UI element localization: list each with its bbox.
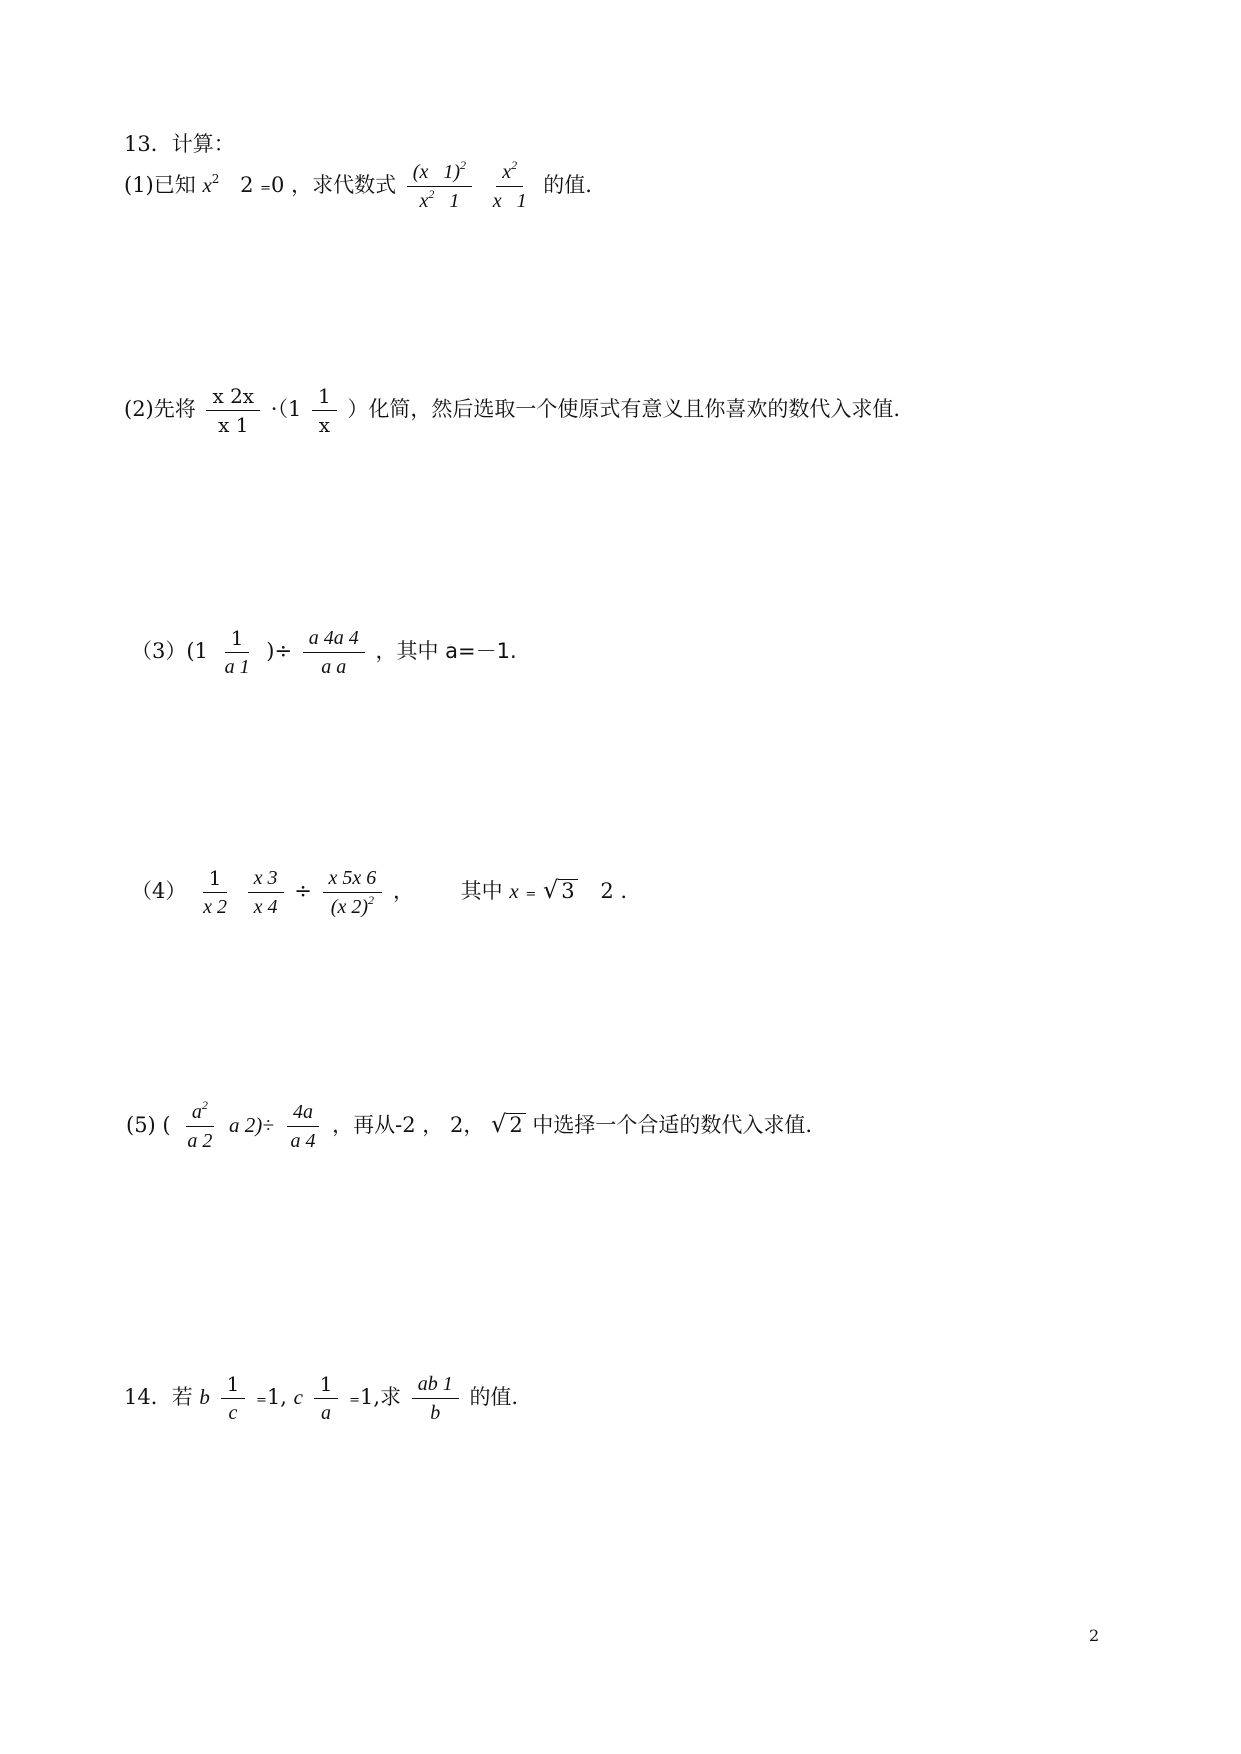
variable-x: x — [202, 173, 212, 197]
fraction-3 — [323, 866, 383, 919]
fraction-2-numerator: $x^2$ — [496, 160, 523, 187]
text-tail: 的值. — [543, 173, 592, 197]
problem-13-4 — [131, 866, 627, 919]
fraction-2-numerator: a 4a 4 — [303, 626, 365, 653]
problem-label: （4） — [131, 879, 187, 903]
condition-term: 2 — [240, 173, 261, 197]
equals-sign: = — [349, 1393, 361, 1408]
fraction-1-numerator: (x 1)$^2$ — [407, 160, 472, 187]
fraction-2 — [314, 1372, 339, 1425]
variable-c: c — [293, 1385, 303, 1409]
fraction-1 — [219, 626, 256, 679]
question-14 — [124, 1372, 518, 1425]
fraction-1-denominator: a 2 — [187, 1130, 213, 1152]
fraction-2-denominator: a a — [321, 656, 347, 678]
fraction-2-denominator: x 4 — [253, 896, 278, 918]
divide-sign: )÷ — [266, 639, 293, 663]
problem-13-3 — [131, 626, 517, 679]
variable-b: b — [199, 1385, 210, 1409]
fraction-1 — [407, 160, 472, 213]
text-tail-a: ，再从-2 ， 2， — [332, 1113, 485, 1137]
text-tail: ）化简，然后选取一个使原式有意义且你喜欢的数代入求值. — [347, 397, 901, 421]
radical-sign: √ — [542, 876, 559, 904]
text-tail: ，其中 a=－1. — [375, 639, 517, 663]
equals-sign: = — [525, 887, 537, 902]
fraction-2 — [303, 626, 365, 679]
fraction-3 — [412, 1372, 459, 1425]
fraction-2-numerator: x 3 — [248, 866, 284, 893]
fraction-2-denominator: x — [318, 413, 330, 437]
fraction-1-denominator: x 2 — [203, 896, 227, 918]
problem-label: (1)已知 — [124, 173, 196, 197]
fraction-2-denominator: x 1 — [492, 190, 527, 212]
fraction-2-numerator: 4a — [287, 1100, 319, 1127]
fraction-2 — [312, 384, 337, 437]
fraction-1-numerator: 1 — [203, 866, 228, 893]
problem-label: (2)先将 — [124, 397, 196, 421]
fraction-1-numerator: 1 — [221, 1372, 246, 1399]
fraction-2 — [487, 160, 533, 213]
equals-sign: = — [256, 1393, 267, 1408]
fraction-3-denominator: b — [430, 1402, 441, 1424]
fraction-1 — [181, 1100, 218, 1153]
text-tail-b: 中选择一个合适的数代入求值. — [532, 1113, 813, 1137]
fraction-3-denominator: (x 2)$^2$ — [330, 893, 374, 918]
condition-value: 0 — [271, 173, 285, 197]
problem-label: (5) ( — [126, 1113, 171, 1137]
question-13-heading: 13．计算： — [124, 132, 235, 156]
fraction-1-denominator: x 1 — [218, 413, 249, 437]
sqrt-expression — [543, 878, 578, 902]
radicand: 2 — [506, 1113, 525, 1136]
fraction-2-denominator: a 4 — [290, 1130, 316, 1152]
problem-label: 14．若 — [124, 1385, 193, 1409]
fraction-1 — [221, 1372, 246, 1425]
problem-13-5 — [126, 1100, 812, 1153]
text-tail: 2 . — [600, 879, 628, 903]
fraction-2 — [248, 866, 284, 919]
fraction-1-numerator: x 2x — [206, 384, 260, 411]
problem-label: （3）(1 — [131, 639, 208, 663]
exponent: 2 — [211, 172, 220, 186]
equals-sign: = — [260, 181, 272, 196]
fraction-2 — [284, 1100, 321, 1153]
radical-sign: √ — [491, 1110, 507, 1138]
sqrt-expression — [491, 1112, 526, 1136]
fraction-1-numerator: $a^2$ — [186, 1100, 214, 1127]
problem-13-2 — [124, 384, 900, 437]
comma: ， — [392, 879, 414, 903]
fraction-1-denominator: c — [228, 1402, 238, 1424]
page-number: 2 — [1089, 1626, 1100, 1645]
fraction-3-numerator: x 5x 6 — [323, 866, 383, 893]
fraction-1 — [197, 866, 233, 919]
multiply-paren: ·（1 — [270, 397, 302, 421]
equation-2-rhs: 1,求 — [360, 1385, 402, 1409]
text-mid: ，求代数式 — [291, 173, 397, 197]
expression-mid: a 2)÷ — [229, 1113, 274, 1137]
text-where: 其中 — [460, 879, 503, 903]
equation-1-rhs: 1, — [266, 1385, 287, 1409]
divide-sign: ÷ — [294, 879, 312, 903]
fraction-1-denominator: $x^2$ 1 — [419, 187, 460, 212]
text-tail: 的值. — [469, 1385, 519, 1409]
variable-x: x — [509, 879, 519, 903]
radicand: 3 — [558, 879, 577, 902]
fraction-1-denominator: a 1 — [224, 656, 250, 678]
fraction-2-numerator: 1 — [312, 384, 337, 411]
fraction-1 — [206, 384, 260, 437]
fraction-2-numerator: 1 — [314, 1372, 339, 1399]
fraction-1-numerator: 1 — [225, 626, 250, 653]
fraction-3-numerator: ab 1 — [412, 1372, 459, 1399]
problem-13-1 — [124, 160, 592, 213]
fraction-2-denominator: a — [321, 1402, 332, 1424]
